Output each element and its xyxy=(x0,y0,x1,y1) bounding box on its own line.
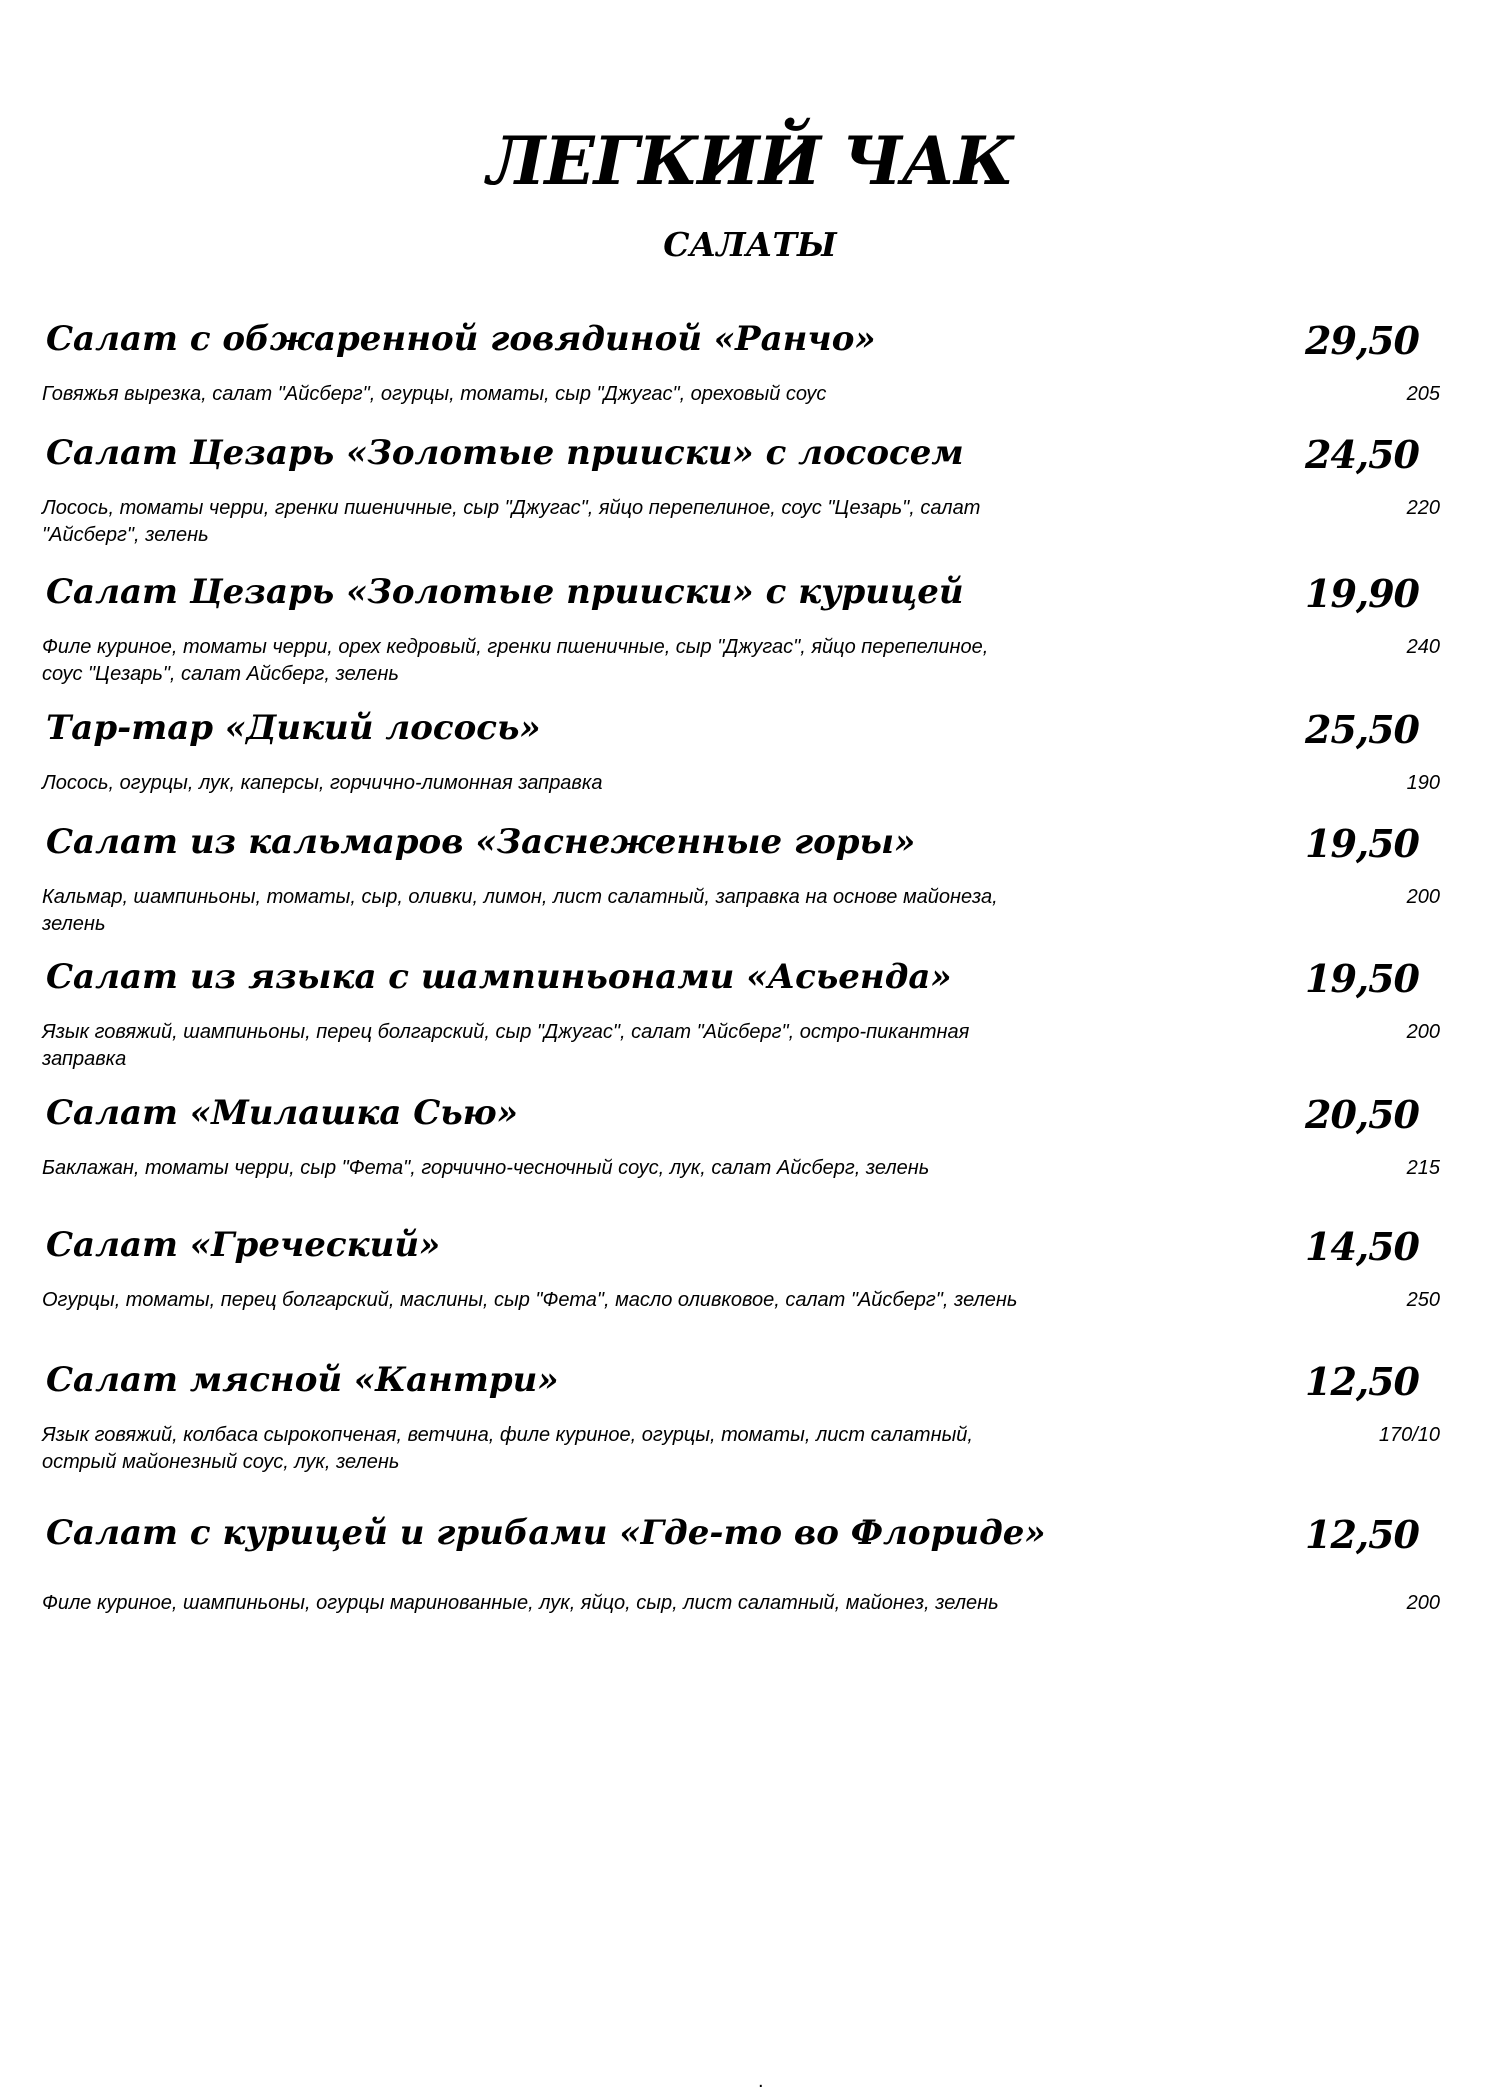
item-name: Салат с обжаренной говядиной «Ранчо» xyxy=(46,319,876,359)
item-name: Салат Цезарь «Золотые прииски» с курицей xyxy=(46,572,964,612)
item-name: Салат «Греческий» xyxy=(46,1225,441,1265)
item-description: Филе куриное, шампиньоны, огурцы маринованные, лук, яйцо, сыр, лист салатный, майонез, зелень xyxy=(42,1592,999,1614)
item-weight: 200 xyxy=(1406,1592,1440,1614)
item-description: Кальмар, шампиньоны, томаты, сыр, оливки, лимон, лист салатный, заправка на основе майонеза, зелень xyxy=(42,886,998,935)
item-name: Салат «Милашка Сью» xyxy=(46,1093,518,1133)
item-price: 19,50 xyxy=(1305,821,1419,866)
item-weight: 240 xyxy=(1406,636,1440,658)
item-price: 24,50 xyxy=(1305,432,1419,477)
item-description: Лосось, огурцы, лук, каперсы, горчично-лимонная заправка xyxy=(42,772,603,794)
item-description: Язык говяжий, колбаса сырокопченая, ветчина, филе куриное, огурцы, томаты, лист салатный, острый майонезный соус, лук, зелень xyxy=(42,1424,973,1473)
item-description: Огурцы, томаты, перец болгарский, маслины, сыр "Фета", масло оливковое, салат "Айсберг", зелень xyxy=(42,1289,1018,1311)
section-title: САЛАТЫ xyxy=(663,225,837,264)
item-price: 12,50 xyxy=(1305,1512,1419,1557)
item-description: Филе куриное, томаты черри, орех кедровый, гренки пшеничные, сыр "Джугас", яйцо перепелиное, соус "Цезарь", салат Айсберг, зелень xyxy=(42,636,989,685)
page-title: ЛЕГКИЙ ЧАК xyxy=(486,122,1014,200)
item-description: Говяжья вырезка, салат "Айсберг", огурцы, томаты, сыр "Джугас", ореховый соус xyxy=(42,383,827,405)
item-price: 14,50 xyxy=(1305,1224,1419,1269)
item-weight: 205 xyxy=(1406,383,1440,405)
item-price: 12,50 xyxy=(1305,1359,1419,1404)
item-weight: 250 xyxy=(1406,1289,1440,1311)
footer-mark: . xyxy=(758,2070,764,2092)
item-weight: 190 xyxy=(1406,772,1440,794)
item-name: Салат из языка с шампиньонами «Асьенда» xyxy=(46,957,952,997)
item-weight: 200 xyxy=(1406,1021,1440,1043)
item-description: Баклажан, томаты черри, сыр "Фета", горчично-чесночный соус, лук, салат Айсберг, зелень xyxy=(42,1157,930,1179)
item-name: Салат с курицей и грибами «Где-то во Флориде» xyxy=(46,1513,1046,1553)
item-weight: 200 xyxy=(1406,886,1440,908)
item-price: 19,90 xyxy=(1305,571,1419,616)
item-price: 20,50 xyxy=(1305,1092,1419,1137)
item-weight: 215 xyxy=(1406,1157,1440,1179)
item-weight: 220 xyxy=(1406,497,1440,519)
item-weight: 170/10 xyxy=(1378,1424,1440,1446)
item-name: Салат из кальмаров «Заснеженные горы» xyxy=(46,822,916,862)
item-price: 29,50 xyxy=(1305,318,1419,363)
item-name: Тар-тар «Дикий лосось» xyxy=(46,708,541,748)
item-name: Салат мясной «Кантри» xyxy=(46,1360,559,1400)
item-price: 25,50 xyxy=(1305,707,1419,752)
item-price: 19,50 xyxy=(1305,956,1419,1001)
item-name: Салат Цезарь «Золотые прииски» с лососем xyxy=(46,433,964,473)
item-description: Язык говяжий, шампиньоны, перец болгарский, сыр "Джугас", салат "Айсберг", остро-пикантная заправка xyxy=(42,1021,970,1070)
item-description: Лосось, томаты черри, гренки пшеничные, сыр "Джугас", яйцо перепелиное, соус "Цезарь", салат "Айсберг", зелень xyxy=(42,497,981,546)
